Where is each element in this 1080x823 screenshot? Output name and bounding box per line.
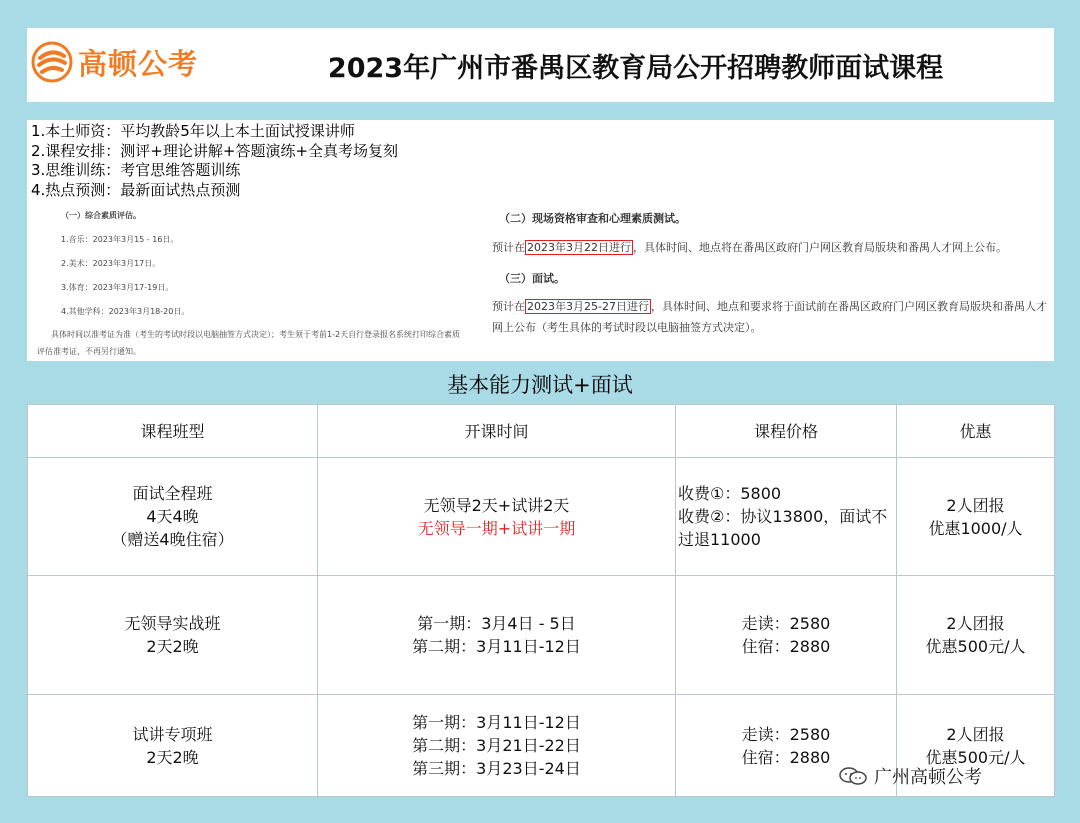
watermark-text: 广州高顿公考 (874, 767, 982, 788)
assessment-line: 2.美术：2023年3月17日。 (61, 259, 161, 268)
course-discount-cell: 2人团报 优惠500元/人 (897, 695, 1055, 797)
column-header: 课程价格 (676, 405, 897, 458)
table-header-row (28, 405, 1055, 458)
assessment-schedule (37, 210, 467, 360)
header-banner (27, 28, 1054, 102)
interview-schedule (468, 210, 1048, 338)
brand-logo-icon (30, 40, 74, 84)
course-price-cell: 收费①：5800 收费②：协议13800，面试不过退11000 (676, 458, 897, 576)
notice-panel (27, 120, 1054, 361)
feature-point: 2.课程安排：测评+理论讲解+答题演练+全真考场复刻 (31, 141, 399, 160)
qualification-text: 预计在 2023年3月22日进行 ，具体时间、地点将在番禺区政府门户网区教育局版块和番禺人才网上公布。 (492, 241, 1007, 254)
table-row (28, 458, 1055, 576)
assessment-line: 1.音乐：2023年3月15 - 16日。 (61, 235, 179, 244)
feature-point: 4.热点预测：最新面试热点预测 (31, 180, 241, 199)
assessment-note: 具体时间以准考证为准（考生的考试时段以电脑抽签方式决定）；考生须于考前1-2天自行登录报名系统打印综合素质评估准考证，不再另行通知。 (37, 330, 461, 356)
qualification-heading: （二）现场资格审查和心理素质测试。 (499, 212, 686, 225)
course-name-cell: 面试全程班 4天4晚 （赠送4晚住宿） (28, 458, 318, 576)
feature-point: 1.本土师资：平均教龄5年以上本土面试授课讲师 (31, 122, 355, 140)
course-price-cell: 走读：2580 住宿：2880 (676, 695, 897, 797)
course-price-cell: 走读：2580 住宿：2880 (676, 576, 897, 695)
highlight-date: 2023年3月25-27日进行 (527, 300, 649, 313)
column-header: 课程班型 (28, 405, 318, 458)
brand-name: 高顿公考 (78, 46, 199, 81)
course-time-cell: 无领导2天+试讲2天 无领导一期+试讲一期 (318, 458, 676, 576)
course-table (27, 404, 1055, 797)
assessment-line: 4.其他学科：2023年3月18-20日。 (61, 307, 190, 316)
course-discount-cell: 2人团报 优惠500元/人 (897, 576, 1055, 695)
course-name-cell: 试讲专项班 2天2晚 (28, 695, 318, 797)
table-row (28, 576, 1055, 695)
section-title: 基本能力测试+面试 (447, 373, 633, 397)
brand-logo (30, 36, 198, 88)
interview-heading: （三）面试。 (499, 272, 565, 285)
course-name-cell: 无领导实战班 2天2晚 (28, 576, 318, 695)
course-time-cell: 第一期：3月11日-12日 第二期：3月21日-22日 第三期：3月23日-24日 (318, 695, 676, 797)
wechat-watermark (838, 763, 982, 789)
assessment-line: 3.体育：2023年3月17-19日。 (61, 283, 174, 292)
feature-points (31, 122, 398, 200)
interview-text: 预计在 2023年3月25-27日进行 ，具体时间、地点和要求将于面试前在番禺区政府门户网区教育局版块和番禺人才网上公布（考生具体的考试时段以电脑抽签方式决定）。 (492, 300, 1047, 334)
highlight-date: 2023年3月22日进行 (527, 241, 631, 254)
column-header: 优惠 (897, 405, 1055, 458)
course-discount-cell: 2人团报 优惠1000/人 (897, 458, 1055, 576)
feature-point: 3.思维训练：考官思维答题训练 (31, 161, 241, 179)
column-header: 开课时间 (318, 405, 676, 458)
page-title: 2023年广州市番禺区教育局公开招聘教师面试课程 (327, 53, 944, 84)
course-time-cell: 第一期：3月4日 - 5日 第二期：3月11日-12日 (318, 576, 676, 695)
assessment-heading: （一）综合素质评估。 (61, 211, 141, 220)
wechat-icon (838, 766, 868, 786)
